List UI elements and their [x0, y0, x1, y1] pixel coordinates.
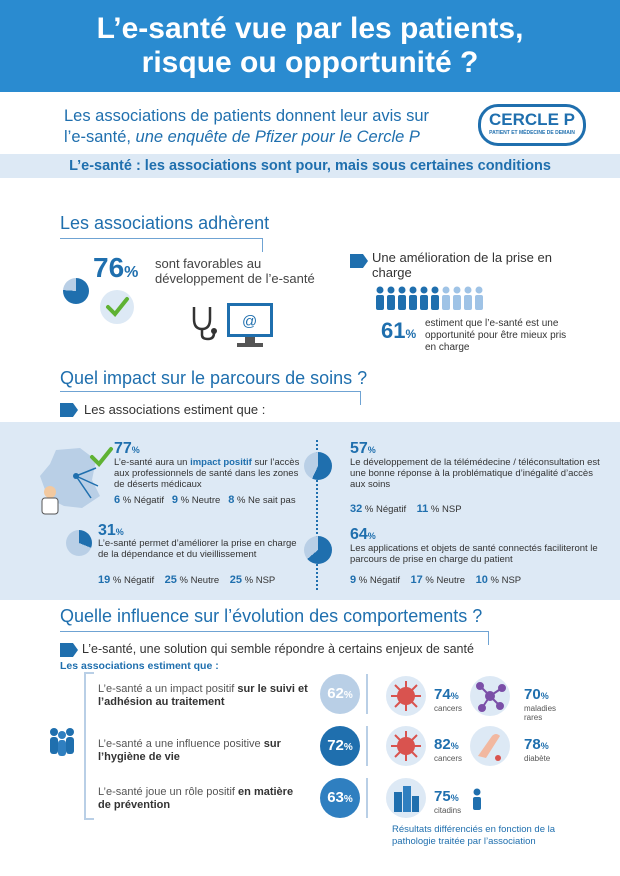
person-icon	[386, 286, 396, 310]
fav-unit: %	[124, 264, 139, 281]
row3-percent-circle	[320, 778, 360, 818]
person-icon	[474, 286, 484, 310]
impact4-stat3-value: 10	[475, 574, 488, 586]
section2-title: Quel impact sur le parcours de soins ?	[60, 368, 368, 388]
cancer-cell-icon-2	[386, 726, 426, 766]
row2-text	[98, 738, 313, 764]
intro-line1: Les associations de patients donnent leur avis sur	[64, 107, 430, 125]
person-icon	[470, 788, 484, 810]
section3-sublead: Les associations estiment que :	[60, 660, 219, 672]
row3-detail1-percent: 75%	[434, 788, 459, 805]
person-icon	[463, 286, 473, 310]
row2-separator	[366, 726, 368, 766]
impact3-stat1-label: Négatif	[123, 575, 155, 586]
impact2-stat2-value: 11	[416, 503, 429, 515]
people-icons	[375, 286, 485, 312]
impact3-stat2-value: 25	[164, 574, 177, 586]
row3-detail1-label: citadins	[434, 806, 462, 815]
person-icon	[452, 286, 462, 310]
impact1-stat3-value: 8	[228, 494, 235, 506]
row1-detail2-percent: 70%	[524, 686, 549, 703]
impact1-value: 77	[114, 440, 132, 457]
impact4-unit: %	[367, 531, 376, 541]
row3-detail1-value: 75	[434, 788, 451, 805]
footnote: Résultats différenciés en fonction de la pathologie traitée par l’association	[392, 824, 556, 847]
row3-value: 63	[327, 789, 344, 806]
person-icon	[441, 286, 451, 310]
row2-text-bold: sur l’hygiène de vie	[98, 738, 281, 763]
row3-unit: %	[343, 794, 353, 805]
row3-text	[98, 786, 308, 812]
bracket-line	[84, 672, 94, 820]
row2-detail2-percent: 78%	[524, 736, 549, 753]
row2-detail1-value: 82	[434, 736, 451, 753]
subtitle-bar: L’e-santé : les associations sont pour, mais sous certaines conditions	[0, 154, 620, 178]
row1-percent-circle	[320, 674, 360, 714]
impact3-stat2-label: Neutre	[190, 575, 220, 586]
fav-value: 76	[93, 252, 125, 283]
fav-percent	[93, 252, 138, 284]
impact1-stat3-label: Ne sait pas	[248, 495, 296, 506]
intro-line2-plain: l’e-santé,	[64, 128, 136, 146]
row1-text	[98, 683, 308, 709]
impact4-stat2-label: Neutre	[436, 575, 466, 586]
cercle-p-logo	[478, 104, 586, 146]
row2-text-pre: L’e-santé a une influence positive	[98, 738, 264, 750]
section3-flag-icon	[60, 643, 78, 657]
fav-text: sont favorables au développement de l’e-santé	[155, 256, 315, 286]
impact3-text: L’e-santé permet d’améliorer la prise en charge de la dépendance et du vieillissement	[98, 538, 297, 560]
impact2-value: 57	[350, 440, 368, 457]
care-percent	[381, 318, 416, 344]
care-unit: %	[405, 327, 417, 341]
person-icon	[397, 286, 407, 310]
row1-detail1-label: cancers	[434, 704, 463, 713]
row1-detail2-label: maladies rares	[524, 704, 557, 722]
section1-title: Les associations adhèrent	[60, 213, 270, 233]
impact3-value: 31	[98, 522, 116, 539]
city-buildings-icon	[386, 778, 426, 818]
finger-prick-icon	[470, 726, 510, 766]
impact2-pie-chart	[304, 452, 332, 480]
care-title: Une amélioration de la prise en charge	[372, 250, 552, 280]
impact3-stat1-value: 19	[98, 574, 111, 586]
section3-underline	[60, 631, 488, 632]
impact1-stat2-label: Neutre	[191, 495, 221, 506]
row1-text-bold: sur le suivi et l’adhésion au traitement	[98, 683, 308, 708]
impact2-stat1-label: Négatif	[375, 504, 407, 515]
care-flag-icon	[350, 254, 368, 268]
row3-separator	[366, 778, 368, 818]
intro-line2-italic: une enquête de Pfizer pour le Cercle P	[135, 128, 420, 146]
person-icon	[419, 286, 429, 310]
row2-detail1-percent: 82%	[434, 736, 459, 753]
stethoscope-icon	[186, 305, 226, 341]
impact1-text	[114, 457, 310, 490]
impact4-percent	[350, 526, 376, 544]
impact4-stat1-label: Négatif	[369, 575, 400, 586]
row2-detail2-label: diabète	[524, 754, 551, 763]
row1-separator	[366, 674, 368, 714]
impact2-percent	[350, 440, 376, 458]
row1-detail1-value: 74	[434, 686, 451, 703]
row3-text-bold: en matière de prévention	[98, 786, 294, 811]
svg-text:@: @	[242, 313, 258, 330]
section2-flag-icon	[60, 403, 78, 417]
section1-underline	[60, 238, 262, 239]
cancer-cell-icon	[386, 676, 426, 716]
person-icon	[430, 286, 440, 310]
row1-text-pre: L’e-santé a un impact positif	[98, 683, 238, 695]
impact3-stat3-label: NSP	[255, 575, 276, 586]
impact4-value: 64	[350, 526, 368, 543]
row2-value: 72	[327, 737, 344, 754]
impact4-stat2-value: 17	[410, 574, 423, 586]
logo-tagline: PATIENT ET MÉDECINE DE DEMAIN	[489, 130, 575, 136]
impact1-stat1-value: 6	[114, 494, 121, 506]
molecule-icon	[470, 676, 510, 716]
impact4-stat1-value: 9	[350, 574, 357, 586]
impact1-stats: 6 % Négatif 9 % Neutre 8 % Ne sait pas	[114, 494, 296, 506]
row1-unit: %	[343, 690, 353, 701]
check-icon-map	[88, 444, 114, 470]
impact3-pie-chart	[66, 530, 92, 556]
person-icon	[408, 286, 418, 310]
impact4-text: Les applications et objets de santé connectés faciliteront le parcours de prise en charge du patient	[350, 543, 598, 565]
impact3-stats: 19 % Négatif 25 % Neutre 25 % NSP	[98, 574, 276, 586]
logo-name: CERCLE P	[489, 110, 575, 129]
impact2-text: Le développement de la télémédecine / téléconsultation est une bonne réponse à la problématique d’inégalité d’accès aux soins	[350, 457, 600, 490]
impact1-text-bold: impact positif	[190, 457, 252, 468]
impact1-text-pre: L’e-santé aura un	[114, 457, 191, 468]
row1-value: 62	[327, 685, 344, 702]
group-people-icon	[46, 726, 78, 756]
section2-underline	[60, 391, 360, 392]
care-text: estiment que l’e-santé est une opportunité pour être mieux pris en charge	[425, 318, 567, 353]
row1-detail1-percent: 74%	[434, 686, 459, 703]
impact3-stat3-value: 25	[229, 574, 242, 586]
impact1-percent	[114, 440, 140, 458]
row2-detail1-label: cancers	[434, 754, 463, 763]
fav-pie-chart	[63, 278, 89, 304]
impact1-stat2-value: 9	[171, 494, 179, 506]
header-banner	[0, 0, 620, 92]
page-title-line2: risque ou opportunité ?	[141, 46, 479, 79]
row2-percent-circle	[320, 726, 360, 766]
section3-title: Quelle influence sur l’évolution des comportements ?	[60, 606, 483, 626]
row2-detail2-value: 78	[524, 736, 541, 753]
impact1-unit: %	[131, 445, 140, 455]
impact3-unit: %	[115, 527, 124, 537]
row2-unit: %	[343, 742, 353, 753]
intro-text	[64, 106, 484, 148]
impact2-stat2-label: NSP	[442, 504, 462, 515]
row1-detail2-value: 70	[524, 686, 541, 703]
section3-lead: L’e-santé, une solution qui semble répondre à certains enjeux de santé	[82, 642, 474, 656]
impact4-stat3-label: NSP	[501, 575, 522, 586]
impact1-stat1-label: Négatif	[133, 495, 164, 506]
person-icon	[375, 286, 385, 310]
row3-text-pre: L’e-santé joue un rôle positif	[98, 786, 239, 798]
impact2-unit: %	[367, 445, 376, 455]
care-value: 61	[381, 318, 406, 343]
impact4-stats: 9 % Négatif 17 % Neutre 10 % NSP	[350, 574, 522, 586]
check-icon	[100, 290, 134, 324]
impact1-text-post: sur l’accès aux professionnels de santé dans les zones de déserts médicaux	[114, 457, 300, 490]
impact4-pie-chart	[304, 536, 332, 564]
impact2-stats: 32 % Négatif 11 % NSP	[350, 503, 462, 515]
impact2-stat1-value: 32	[350, 503, 363, 515]
computer-icon	[225, 301, 275, 349]
page-title-line1: L’e-santé vue par les patients,	[96, 12, 524, 45]
section2-lead: Les associations estiment que :	[84, 402, 266, 417]
